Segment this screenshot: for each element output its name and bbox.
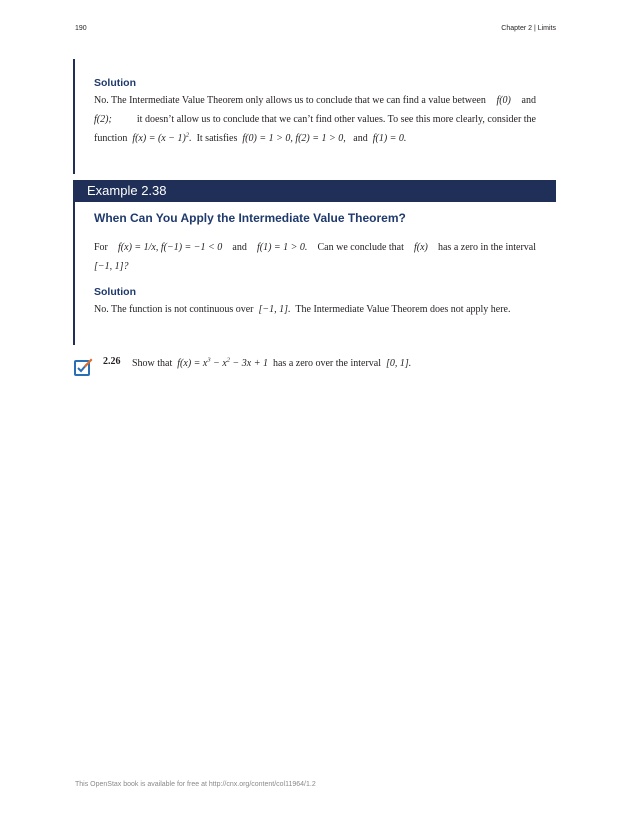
solution-paragraph: No. The Intermediate Value Theorem only allows us to conclude that we can find a value between f(0) and f(2); it doesn’t allow us to conclude that we can’t find other values. To see this more clearly, consider the function $f(x) = (x - 1)^2$. It satisfies f(0) = 1 > 0, f(2) = 1 > 0, and f(1) = 0. — [94, 95, 536, 144]
example-question: For f(x) = 1/x, f(−1) = −1 < 0 and f(1) = 1 > 0. Can we conclude that f(x) has a zero in the interval [−1, 1]? — [94, 242, 536, 272]
example-sidebar-bar — [73, 202, 75, 345]
page-header — [75, 25, 556, 37]
checkpoint-pencil-icon — [73, 357, 93, 377]
chapter-title: Chapter 2 | Limits — [501, 25, 556, 32]
page-number: 190 — [75, 25, 87, 32]
checkpoint-number: 2.26 — [103, 356, 121, 367]
example-banner: Example 2.38 — [73, 180, 556, 202]
solution-sidebar-bar — [73, 59, 75, 174]
page-footer: This OpenStax book is available for free at http://cnx.org/content/col11964/1.2 — [75, 781, 316, 788]
example-solution-text: No. The function is not continuous over [−1, 1]. The Intermediate Value Theorem does not apply here. — [94, 304, 511, 315]
checkpoint-text: Show that $f(x) = x^3 - x^2 - 3x + 1$ has a zero over the interval [0, 1]. — [132, 356, 412, 369]
solution-heading: Solution — [94, 77, 136, 89]
example-solution-heading: Solution — [94, 286, 136, 298]
example-title: When Can You Apply the Intermediate Value Theorem? — [94, 211, 406, 225]
